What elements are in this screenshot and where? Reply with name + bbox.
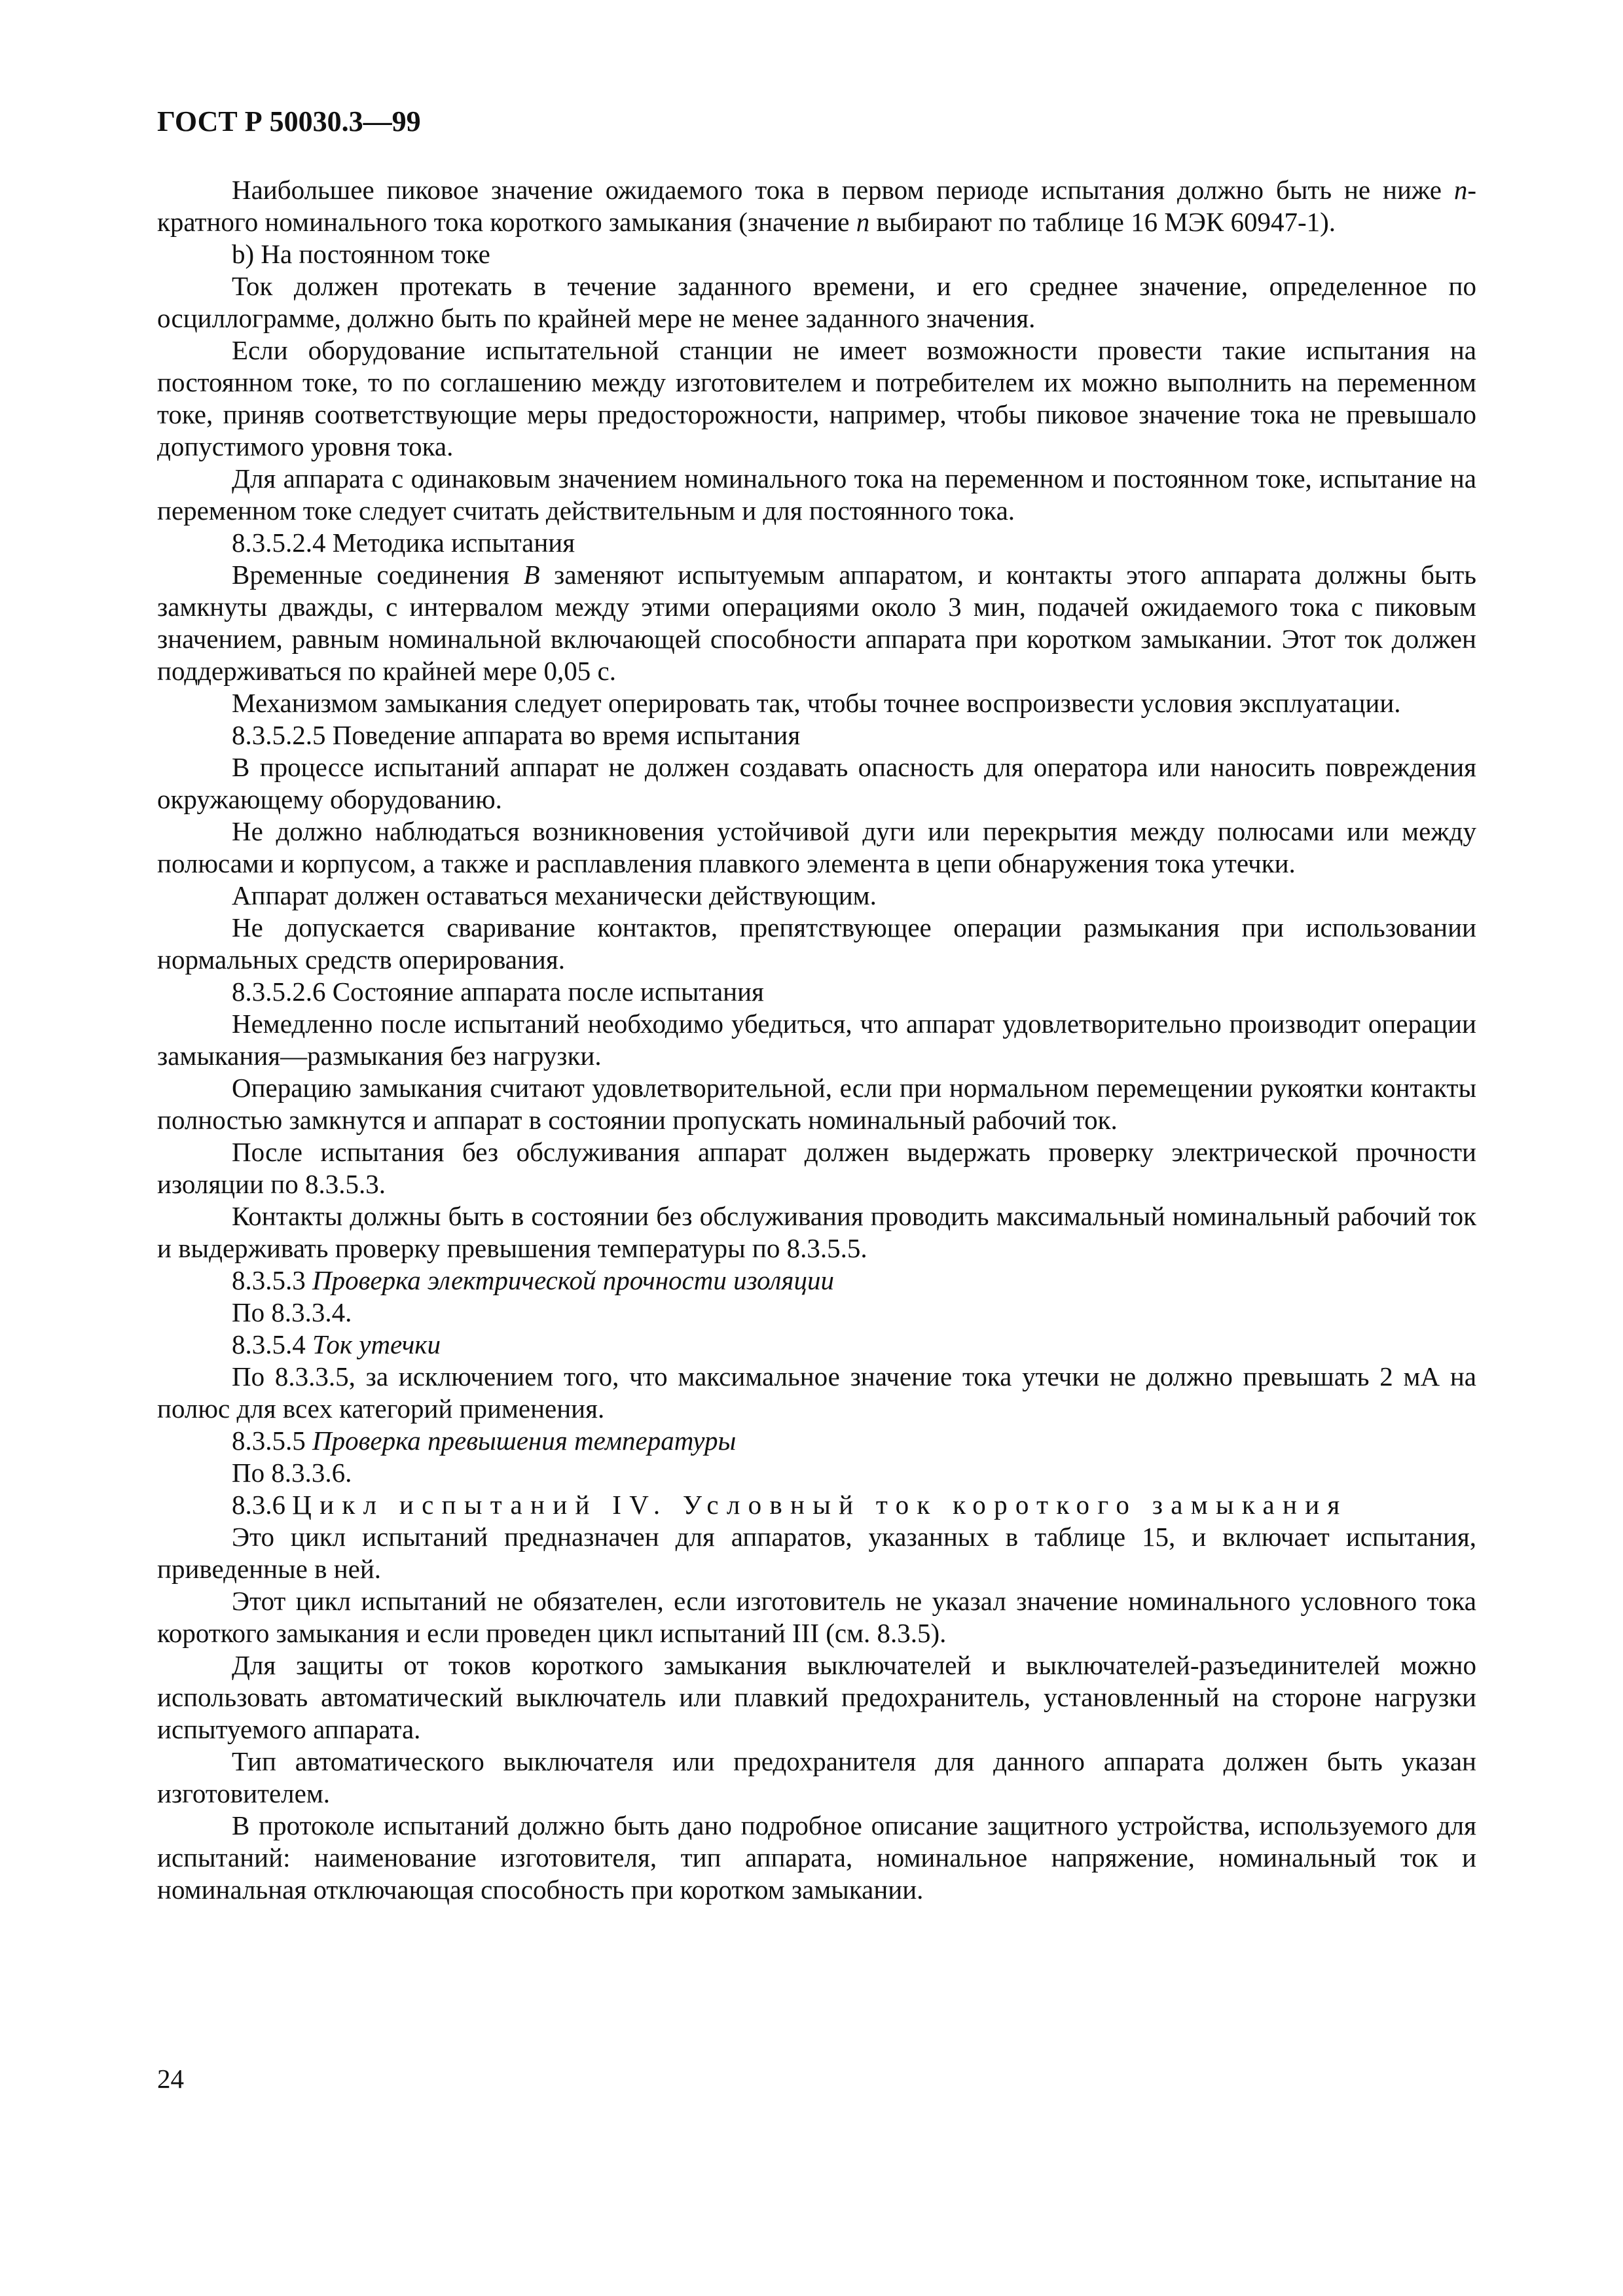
text-run: -кратного номинального тока короткого замыкания (значение	[157, 175, 1476, 237]
paragraph	[157, 527, 1476, 559]
paragraph	[157, 816, 1476, 880]
paragraph	[157, 1810, 1476, 1906]
text-run: По 8.3.3.5, за исключением того, что максимальное значение тока утечки не должно превышать 2 мА на полюс для всех категорий применения.	[157, 1361, 1476, 1424]
paragraph	[157, 1200, 1476, 1265]
paragraph	[157, 1457, 1476, 1489]
text-run: Проверка электрической прочности изоляции	[312, 1265, 834, 1295]
paragraph	[157, 334, 1476, 463]
paragraph	[157, 1489, 1476, 1521]
text-run: 8.3.5.4	[232, 1329, 312, 1359]
standard-header: ГОСТ Р 50030.3—99	[157, 105, 421, 137]
paragraph	[157, 559, 1476, 687]
text-run: выбирают по таблице 16 МЭК 60947-1).	[869, 207, 1336, 237]
text-run: Этот цикл испытаний не обязателен, если изготовитель не указал значение номинального условного тока короткого замыкания и если проведен цикл испытаний III (см. 8.3.5).	[157, 1586, 1476, 1648]
text-run: Аппарат должен оставаться механически действующим.	[232, 880, 877, 910]
paragraph	[157, 1649, 1476, 1746]
text-run: Это цикл испытаний предназначен для аппаратов, указанных в таблице 15, и включает испытания, приведенные в ней.	[157, 1522, 1476, 1584]
text-run: Не должно наблюдаться возникновения устойчивой дуги или перекрытия между полюсами или между полюсами и корпусом, а также и расплавления плавкого элемента в цепи обнаружения тока утечки.	[157, 816, 1476, 878]
text-run: 8.3.6	[232, 1490, 293, 1520]
paragraph	[157, 1746, 1476, 1810]
paragraph	[157, 719, 1476, 751]
text-run: Механизмом замыкания следует оперировать так, чтобы точнее воспроизвести условия эксплуатации.	[232, 688, 1401, 718]
text-run: 8.3.5.2.6 Состояние аппарата после испытания	[232, 977, 764, 1007]
paragraph	[157, 1136, 1476, 1200]
paragraph	[157, 1008, 1476, 1072]
text-run: Ток утечки	[312, 1329, 441, 1359]
paragraph	[157, 270, 1476, 334]
text-run: 8.3.5.2.4 Методика испытания	[232, 528, 575, 558]
text-run: Цикл испытаний IV. Условный ток короткого замыкания	[292, 1490, 1348, 1520]
text-run: 8.3.5.3	[232, 1265, 312, 1295]
text-run: n	[856, 207, 870, 237]
text-run: Для аппарата с одинаковым значением номинального тока на переменном и постоянном токе, испытание на переменном токе следует считать действительным и для постоянного тока.	[157, 463, 1476, 526]
text-run: заменяют испытуемым аппаратом, и контакты этого аппарата должны быть замкнуты дважды, с интервалом между этими операциями около 3 мин, подачей ожидаемого тока с пиковым значением, равным номинальной включающей способности аппарата при коротком замыкании. Этот ток должен поддерживаться по крайней мере 0,05 с.	[157, 560, 1476, 686]
paragraph	[157, 238, 1476, 270]
text-run: n	[1453, 175, 1468, 205]
paragraph	[157, 1072, 1476, 1136]
text-run: После испытания без обслуживания аппарат должен выдержать проверку электрической прочности изоляции по 8.3.5.3.	[157, 1137, 1476, 1199]
text-run: Наибольшее пиковое значение ожидаемого тока в первом периоде испытания должно быть не ниже	[232, 175, 1454, 205]
text-run: b) На постоянном токе	[232, 239, 490, 269]
text-run: По 8.3.3.4.	[232, 1297, 352, 1327]
text-run: По 8.3.3.6.	[232, 1458, 352, 1488]
document-body	[157, 174, 1476, 1906]
text-run: В протоколе испытаний должно быть дано подробное описание защитного устройства, используемого для испытаний: наименование изготовителя, тип аппарата, номинальное напряжение, номинальный ток и номинальная отключающая способность при коротком замыкании.	[157, 1810, 1476, 1905]
text-run: 8.3.5.2.5 Поведение аппарата во время испытания	[232, 720, 801, 750]
text-run: Операцию замыкания считают удовлетворительной, если при нормальном перемещении рукоятки контакты полностью замкнутся и аппарат в состоянии пропускать номинальный рабочий ток.	[157, 1073, 1476, 1135]
text-run: Не допускается сваривание контактов, препятствующее операции размыкания при использовании нормальных средств оперирования.	[157, 912, 1476, 975]
paragraph	[157, 976, 1476, 1008]
paragraph	[157, 880, 1476, 912]
document-page	[157, 105, 1476, 2232]
text-run: B	[523, 560, 540, 590]
text-run: Немедленно после испытаний необходимо убедиться, что аппарат удовлетворительно производит операции замыкания—размыкания без нагрузки.	[157, 1009, 1476, 1071]
paragraph	[157, 751, 1476, 816]
paragraph	[157, 1361, 1476, 1425]
text-run: В процессе испытаний аппарат не должен создавать опасность для оператора или наносить повреждения окружающему оборудованию.	[157, 752, 1476, 814]
text-run: Ток должен протекать в течение заданного времени, и его среднее значение, определенное по осциллограмме, должно быть по крайней мере не менее заданного значения.	[157, 271, 1476, 333]
text-run: Контакты должны быть в состоянии без обслуживания проводить максимальный номинальный рабочий ток и выдерживать проверку превышения температуры по 8.3.5.5.	[157, 1201, 1476, 1263]
text-run: Проверка превышения температуры	[312, 1426, 737, 1456]
paragraph	[157, 1425, 1476, 1457]
paragraph	[157, 1265, 1476, 1297]
paragraph	[157, 463, 1476, 527]
page-number: 24	[157, 2064, 184, 2094]
text-run: Для защиты от токов короткого замыкания выключателей и выключателей-разъединителей можно использовать автоматический выключатель или плавкий предохранитель, установленный на стороне нагрузки испытуемого аппарата.	[157, 1650, 1476, 1744]
text-run: 8.3.5.5	[232, 1426, 312, 1456]
paragraph	[157, 174, 1476, 238]
text-run: Тип автоматического выключателя или предохранителя для данного аппарата должен быть указан изготовителем.	[157, 1746, 1476, 1808]
paragraph	[157, 1329, 1476, 1361]
text-run: Временные соединения	[232, 560, 524, 590]
paragraph	[157, 1297, 1476, 1329]
paragraph	[157, 687, 1476, 719]
paragraph	[157, 1521, 1476, 1585]
paragraph	[157, 1585, 1476, 1649]
text-run: Если оборудование испытательной станции не имеет возможности провести такие испытания на постоянном токе, то по соглашению между изготовителем и потребителем их можно выполнить на переменном токе, приняв соответствующие меры предосторожности, например, чтобы пиковое значение тока не превышало допустимого уровня тока.	[157, 335, 1476, 461]
paragraph	[157, 912, 1476, 976]
